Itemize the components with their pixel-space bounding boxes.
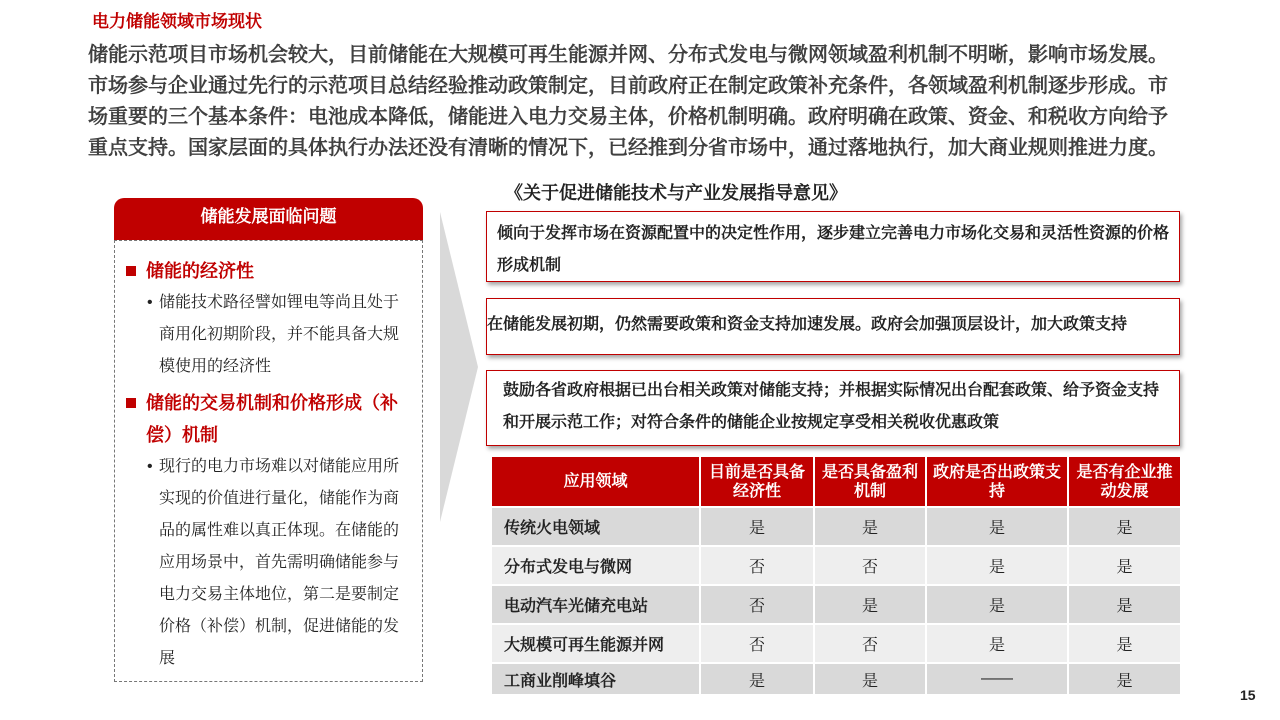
- issue-heading-economics: [125, 255, 414, 287]
- table-cell-field: 工商业削峰填谷: [492, 663, 700, 694]
- chevron-arrow-icon: [440, 212, 478, 522]
- policy-point-2: 在储能发展初期，仍然需要政策和资金支持加速发展。政府会加强顶层设计，加大政策支持: [486, 298, 1180, 355]
- table-cell: 否: [814, 546, 926, 585]
- market-status-table: [492, 457, 1180, 694]
- table-cell-field: 电动汽车光储充电站: [492, 585, 700, 624]
- table-cell: 是: [926, 546, 1068, 585]
- issue-heading-text: 储能的经济性: [146, 261, 254, 281]
- table-row: [492, 624, 1180, 663]
- table-cell: 是: [1068, 507, 1180, 546]
- table-cell: 否: [700, 624, 814, 663]
- table-row: [492, 546, 1180, 585]
- table-cell: 是: [700, 507, 814, 546]
- table-cell: 是: [700, 663, 814, 694]
- column-header: 应用领域: [492, 457, 700, 507]
- issue-heading-mechanism: [125, 387, 414, 451]
- table-cell: 否: [700, 546, 814, 585]
- issues-panel: [114, 240, 423, 682]
- table-cell-field: 大规模可再生能源并网: [492, 624, 700, 663]
- page-number: 15: [1240, 687, 1256, 703]
- policy-point-1: 倾向于发挥市场在资源配置中的决定性作用，逐步建立完善电力市场化交易和灵活性资源的价格形成机制: [486, 211, 1180, 282]
- table-cell: 是: [1068, 546, 1180, 585]
- table-row: [492, 663, 1180, 694]
- table-cell: 是: [814, 585, 926, 624]
- table-cell: 是: [1068, 585, 1180, 624]
- square-bullet-icon: [126, 398, 136, 408]
- table-cell: 是: [814, 507, 926, 546]
- dot-bullet-icon: •: [147, 458, 153, 475]
- table-header-row: [492, 457, 1180, 507]
- table-cell: 是: [926, 624, 1068, 663]
- issue-body-text: 现行的电力市场难以对储能应用所实现的价值进行量化，储能作为商品的属性难以真正体现。在储能的应用场景中，首先需明确储能参与电力交易主体地位，第二是要制定价格（补偿）机制，促进储能的发展: [159, 458, 400, 667]
- issue-body-text: 储能技术路径譬如锂电等尚且处于商用化初期阶段，并不能具备大规模使用的经济性: [159, 294, 400, 375]
- issue-heading-text: 储能的交易机制和价格形成（补偿）机制: [146, 393, 398, 445]
- table-cell-field: 传统火电领域: [492, 507, 700, 546]
- table-cell: 是: [1068, 624, 1180, 663]
- table-cell: 是: [926, 507, 1068, 546]
- table-cell: 是: [926, 585, 1068, 624]
- table-cell: 否: [814, 624, 926, 663]
- table-row: [492, 507, 1180, 546]
- issue-body-mechanism: [125, 451, 414, 675]
- column-header: 是否具备盈利机制: [814, 457, 926, 507]
- policy-point-3: 鼓励各省政府根据已出台相关政策对储能支持；并根据实际情况出台配套政策、给予资金支持和开展示范工作；对符合条件的储能企业按规定享受相关税收优惠政策: [486, 370, 1180, 446]
- table-cell-field: 分布式发电与微网: [492, 546, 700, 585]
- table-cell: 是: [1068, 663, 1180, 694]
- table-cell: ——: [926, 663, 1068, 694]
- square-bullet-icon: [126, 266, 136, 276]
- table-cell: 否: [700, 585, 814, 624]
- column-header: 是否有企业推动发展: [1068, 457, 1180, 507]
- policy-document-title: 《关于促进储能技术与产业发展指导意见》: [505, 183, 847, 203]
- table-row: [492, 585, 1180, 624]
- table-cell: 是: [814, 663, 926, 694]
- issues-panel-header: 储能发展面临问题: [114, 198, 423, 240]
- slide-title: 电力储能领域市场现状: [92, 12, 262, 31]
- column-header: 政府是否出政策支持: [926, 457, 1068, 507]
- issue-body-economics: [125, 287, 414, 383]
- intro-paragraph: 储能示范项目市场机会较大，目前储能在大规模可再生能源并网、分布式发电与微网领域盈利机制不明晰，影响市场发展。市场参与企业通过先行的示范项目总结经验推动政策制定，目前政府正在制定政策补充条件，各领域盈利机制逐步形成。市场重要的三个基本条件：电池成本降低，储能进入电力交易主体，价格机制明确。政府明确在政策、资金、和税收方向给予重点支持。国家层面的具体执行办法还没有清晰的情况下，已经推到分省市场中，通过落地执行，加大商业规则推进力度。: [88, 44, 1168, 159]
- column-header: 目前是否具备经济性: [700, 457, 814, 507]
- dot-bullet-icon: •: [147, 294, 153, 311]
